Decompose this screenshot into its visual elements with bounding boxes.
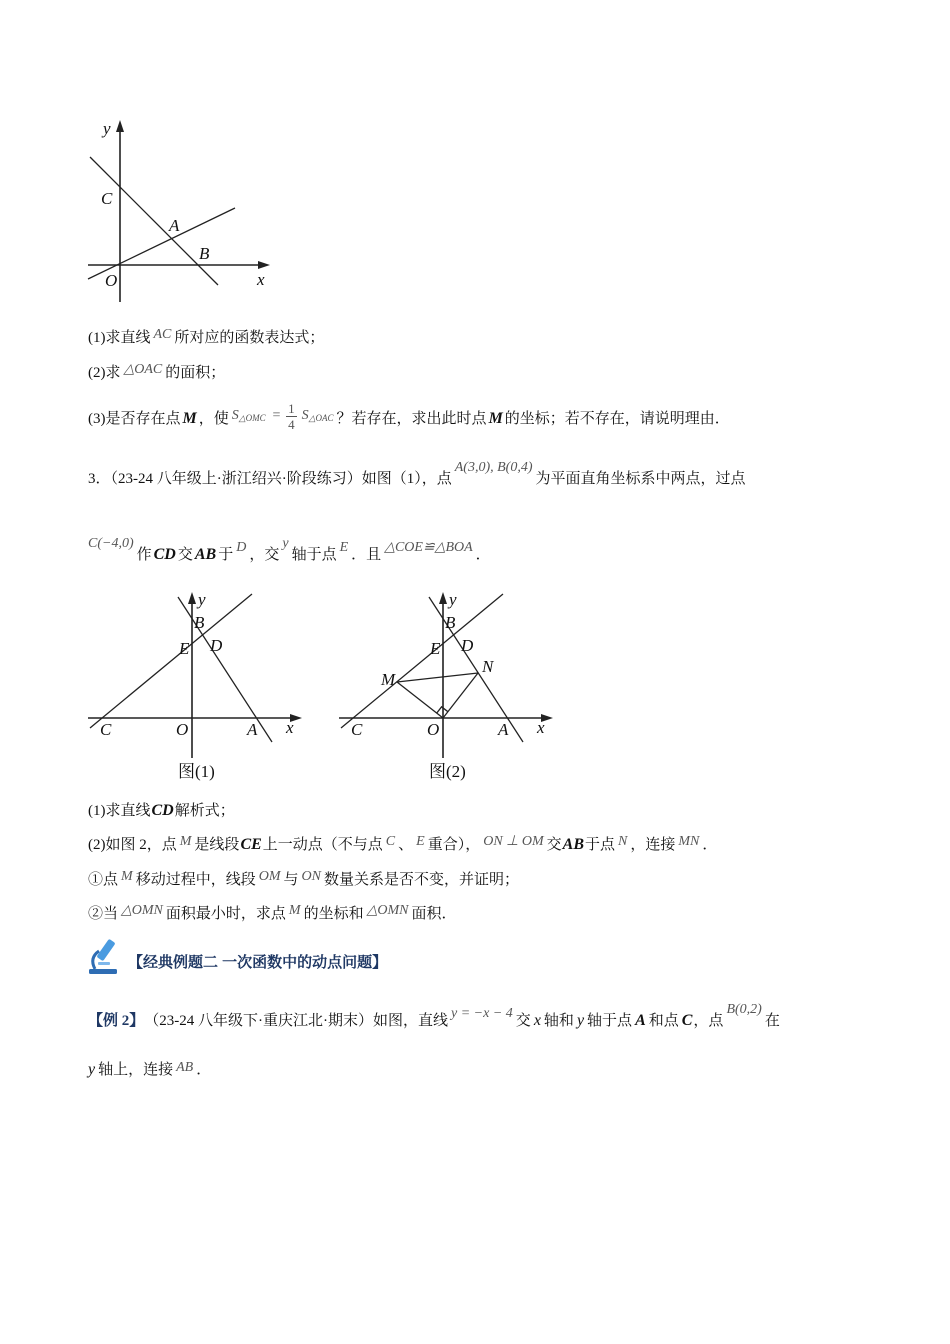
q2-part-2-text-b: 的面积；	[165, 365, 226, 381]
q3-text-i: ．	[475, 547, 491, 563]
icon-arm	[93, 951, 99, 969]
q3-part-2-text-b: 是线段	[194, 837, 240, 853]
var-ce: CE	[240, 836, 262, 853]
math-point-b: B(0,2)	[726, 1002, 762, 1017]
math-c: C	[385, 834, 396, 849]
q2-part-1-text-b: 所对应的函数表达式；	[174, 330, 325, 346]
var-m: M	[488, 410, 503, 427]
math-equals: =	[271, 408, 282, 423]
example-2-text-b: 交	[515, 1013, 531, 1029]
q3-statement-line-1	[88, 460, 746, 492]
example-2-text-f: ，点	[693, 1013, 724, 1029]
figure-2-caption: 图(2)	[429, 762, 466, 781]
q3-text-h: ．且	[351, 547, 382, 563]
area-symbol: S	[231, 408, 239, 423]
q3-text-f: ，交	[249, 547, 280, 563]
q3-text-e: 于	[218, 547, 234, 563]
y-axis-arrow	[116, 120, 124, 132]
math-area-omc	[232, 403, 266, 431]
q2-part-1	[88, 325, 324, 351]
line-cd	[90, 594, 252, 728]
label-e: E	[179, 639, 190, 658]
label-o: O	[176, 720, 189, 739]
q3-part-2-text-g: 于点	[585, 837, 616, 853]
q2-part-3-text-b: ，使	[198, 411, 229, 427]
q3-part-2-text-i: ．	[702, 837, 718, 853]
example-2-text-e: 和点	[648, 1013, 679, 1029]
math-on: ON	[301, 869, 321, 884]
math-points-a-b: A(3,0), B(0,4)	[454, 460, 533, 475]
y-axis-arrow	[188, 592, 196, 604]
q2-part-1-text-a: (1)求直线	[88, 330, 151, 346]
y-axis-arrow	[439, 592, 447, 604]
math-ac: AC	[153, 327, 172, 342]
math-m: M	[179, 834, 192, 849]
math-m: M	[121, 869, 133, 884]
label-y: y	[198, 590, 206, 609]
math-n: N	[618, 834, 628, 849]
label-a: A	[247, 720, 258, 739]
label-m: M	[381, 670, 396, 689]
q3-text-c: 作	[136, 547, 152, 563]
q3-text-g: 轴于点	[291, 547, 337, 563]
q3-subpart-2-text-d: 面积．	[411, 906, 457, 922]
math-m: M	[288, 903, 301, 918]
q3-subpart-2-text-b: 面积最小时，求点	[165, 906, 286, 922]
label-d: D	[461, 636, 474, 655]
label-b: B	[445, 613, 456, 632]
line-oa	[88, 208, 235, 279]
math-congruent-triangles: △COE≌△BOA	[384, 540, 473, 555]
label-x: x	[537, 718, 545, 737]
section-header	[128, 950, 387, 976]
q3-part-2-text-c: 上一动点（不与点	[262, 837, 383, 853]
label-c: C	[100, 720, 112, 739]
q3-part-1-text-a: (1)求直线	[88, 803, 151, 819]
q3-subpart-2-text-c: 的坐标和	[303, 906, 364, 922]
math-y: y	[282, 536, 289, 551]
q3-subpart-1-text-b: 移动过程中，线段	[135, 872, 256, 888]
q2-part-3-text-d: 的坐标；若不存在，请说明理由．	[504, 411, 730, 427]
line-cd	[341, 594, 503, 728]
var-a: A	[635, 1012, 646, 1029]
icon-base	[89, 969, 117, 974]
fraction-numerator: 1	[288, 400, 295, 416]
q3-part-2-text-e: 重合），	[427, 837, 481, 853]
label-b: B	[194, 613, 205, 632]
var-c: C	[681, 1012, 693, 1029]
label-x: x	[257, 270, 265, 289]
icon-stage	[98, 962, 110, 965]
q3-text-a: 3．（23-24 八年级上·浙江绍兴·阶段练习）如图（1），点	[88, 471, 452, 487]
q2-part-2-text-a: (2)求	[88, 365, 121, 381]
label-c: C	[101, 189, 113, 208]
q3-part-1	[88, 798, 235, 824]
label-b: B	[199, 244, 210, 263]
math-ab: AB	[176, 1060, 194, 1075]
q3-text-d: 交	[177, 547, 193, 563]
q2-part-2	[88, 360, 225, 386]
example-2-line-1	[88, 1002, 780, 1034]
q3-subpart-2-text-a: ②当	[88, 906, 119, 922]
math-area-oac	[302, 403, 334, 431]
math-point-c: C(−4,0)	[88, 536, 134, 551]
var-ab: AB	[562, 836, 585, 853]
var-cd: CD	[153, 546, 176, 563]
figure-1-caption: 图(1)	[178, 762, 215, 781]
example-2-tag: 【例 2】	[88, 1013, 145, 1029]
example-2-line-2	[88, 1057, 211, 1083]
label-y: y	[103, 119, 111, 138]
math-e: E	[339, 540, 349, 555]
q2-part-3	[88, 400, 730, 432]
q3-part-2-text-h: ，连接	[630, 837, 676, 853]
label-a: A	[498, 720, 509, 739]
label-d: D	[210, 636, 223, 655]
icon-tube	[96, 939, 115, 962]
math-d: D	[236, 540, 247, 555]
section-header-title: 【经典例题二 一次函数中的动点问题】	[128, 954, 388, 971]
math-om: OM	[258, 869, 281, 884]
var-cd: CD	[151, 802, 174, 819]
fraction-denominator: 4	[288, 416, 295, 432]
example-2-text-c: 轴和	[543, 1013, 574, 1029]
q2-part-3-text-a: (3)是否存在点	[88, 411, 181, 427]
example-2-text-d: 轴于点	[587, 1013, 633, 1029]
label-n: N	[482, 657, 494, 676]
label-x: x	[286, 718, 294, 737]
area-subscript: △OMC	[238, 413, 266, 423]
segment-om	[397, 682, 443, 718]
example-2-text-h: 轴上，连接	[98, 1062, 174, 1078]
math-mn: MN	[678, 834, 700, 849]
figure-lines-oac	[80, 110, 280, 310]
math-e: E	[416, 834, 425, 849]
q3-part-2-text-d: 、	[398, 837, 414, 853]
q3-subpart-1-text-d: 数量关系是否不变，并证明；	[323, 872, 519, 888]
example-2-text-g: 在	[764, 1013, 780, 1029]
label-o: O	[105, 271, 118, 290]
math-triangle-oac: △OAC	[123, 362, 163, 377]
q3-statement-line-2	[88, 536, 491, 568]
example-2-text-i: ．	[196, 1062, 212, 1078]
math-on-perp-om: ON ⊥ OM	[483, 834, 544, 849]
math-triangle-omn: △OMN	[121, 903, 163, 918]
q3-subpart-1-text-a: ①点	[88, 872, 119, 888]
figure-1	[80, 585, 310, 785]
area-symbol: S	[301, 408, 309, 423]
q3-text-b: 为平面直角坐标系中两点，过点	[535, 471, 746, 487]
figure-2	[331, 585, 561, 785]
var-m: M	[182, 410, 197, 427]
q2-part-3-text-c: ？若存在，求出此时点	[336, 411, 487, 427]
label-c: C	[351, 720, 363, 739]
q3-part-2	[88, 832, 717, 858]
var-ab: AB	[194, 546, 217, 563]
var-y: y	[576, 1012, 585, 1029]
var-y: y	[88, 1061, 96, 1078]
fraction-one-quarter	[286, 402, 297, 431]
q3-part-1-text-b: 解析式；	[174, 803, 235, 819]
q3-subpart-1	[88, 867, 519, 893]
var-x: x	[533, 1012, 541, 1029]
label-a: A	[169, 216, 180, 235]
segment-mn	[397, 673, 478, 682]
q3-subpart-2	[88, 901, 457, 927]
math-line-equation: y = −x − 4	[451, 1006, 513, 1021]
math-triangle-omn: △OMN	[366, 903, 409, 918]
q3-part-2-text-a: (2)如图 2，点	[88, 837, 177, 853]
label-y: y	[449, 590, 457, 609]
x-axis-arrow	[258, 261, 270, 269]
example-2-text-a: （23-24 八年级下·重庆江北·期末）如图，直线	[144, 1013, 449, 1029]
microscope-icon	[86, 938, 124, 976]
q3-part-2-text-f: 交	[546, 837, 562, 853]
label-o: O	[427, 720, 440, 739]
area-subscript: △OAC	[308, 413, 334, 423]
label-e: E	[430, 639, 441, 658]
q3-subpart-1-text-c: 与	[283, 872, 299, 888]
